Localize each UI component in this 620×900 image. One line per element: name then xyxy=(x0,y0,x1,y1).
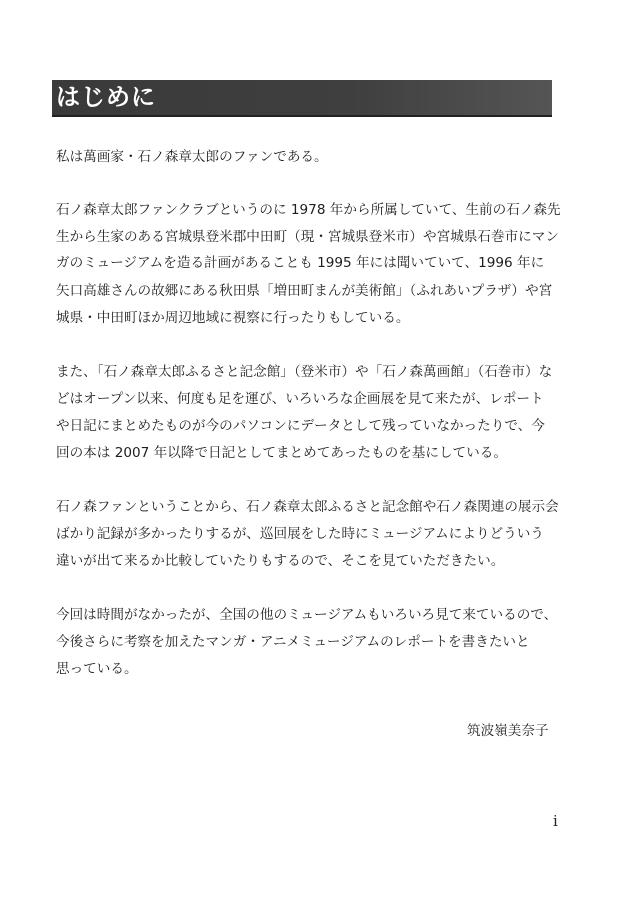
paragraph-3-line-4: 回の本は 2007 年以降で日記としてまとめてあったものを基にしている。 xyxy=(56,445,507,461)
paragraph-4-line-2: ばかり記録が多かったりするが、巡回展をした時にミュージアムによりどういう xyxy=(56,526,544,542)
paragraph-2-line-3: ガのミュージアムを造る計画があることも 1995 年には聞いていて、1996 年に xyxy=(56,255,545,271)
paragraph-5-line-3: 思っている。 xyxy=(56,661,138,677)
paragraph-2-line-4: 矢口高雄さんの故郷にある秋田県「増田町まんが美術館」（ふれあいプラザ）や宮 xyxy=(56,283,553,299)
paragraph-2-line-1: 石ノ森章太郎ファンクラブというのに 1978 年から所属していて、生前の石ノ森先 xyxy=(56,202,561,218)
paragraph-3-line-3: や日記にまとめたものが今のパソコンにデータとして残っていなかったりで、今 xyxy=(56,418,545,434)
section-heading: はじめに xyxy=(56,83,156,111)
paragraph-5-line-1: 今回は時間がなかったが、全国の他のミュージアムもいろいろ見て来ているので、 xyxy=(56,607,558,623)
paragraph-2-line-2: 生から生家のある宮城県登米郡中田町（現・宮城県登米市）や宮城県石巻市にマン xyxy=(56,229,559,245)
section-heading-bar xyxy=(52,80,552,117)
paragraph-5-line-2: 今後さらに考察を加えたマンガ・アニメミュージアムのレポートを書きたいと xyxy=(56,634,530,650)
paragraph-2-line-5: 城県・中田町ほか周辺地域に視察に行ったりもしている。 xyxy=(56,310,410,326)
paragraph-3-line-2: どはオープン以来、何度も足を運び、いろいろな企画展を見て来たが、レポート xyxy=(56,391,544,407)
paragraph-3-line-1: また、「石ノ森章太郎ふるさと記念館」（登米市）や「石ノ森萬画館」（石巻市）な xyxy=(56,364,553,380)
paragraph-4-line-1: 石ノ森ファンということから、石ノ森章太郎ふるさと記念館や石ノ森関連の展示会 xyxy=(56,499,559,515)
author-name: 筑波嶺美奈子 xyxy=(467,723,549,739)
paragraph-1-line-1: 私は萬画家・石ノ森章太郎のファンである。 xyxy=(56,149,328,165)
paragraph-4-line-3: 違いが出て来るか比較していたりもするので、そこを見ていただきたい。 xyxy=(56,553,505,569)
page-number: i xyxy=(553,812,558,830)
